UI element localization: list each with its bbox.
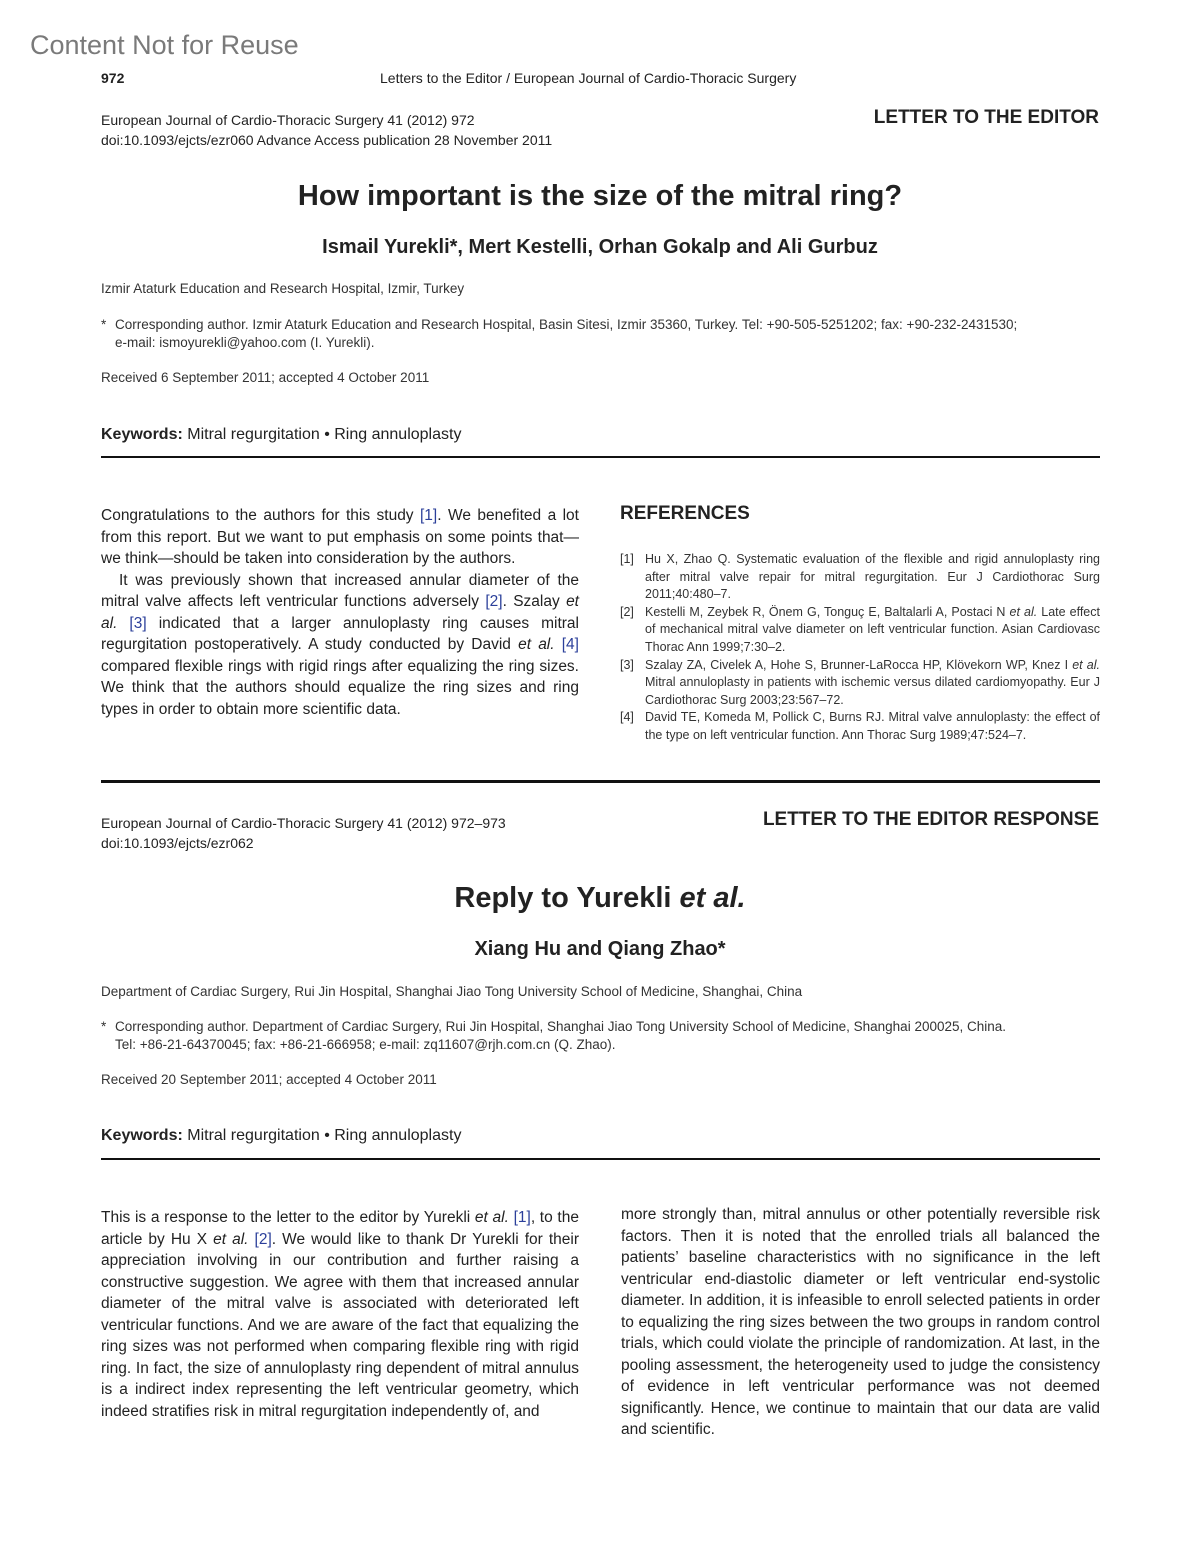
reference-item [620,709,1100,744]
citation-link[interactable]: [2] [485,593,503,610]
reply-body-right [621,1204,1100,1441]
reply-paragraph-right: more strongly than, mitral annulus or other potentially reversible risk factors. Then it is noted that the enrolled trials all balanced the patients’ baseline characteristics with no significance in the left ventricular end-diastolic diameter or left ventricular end-systolic diameter. In addition, it is infeasible to enroll selected patients in order to equalizing the ring sizes between the two groups in random control trials, which could violate the principle of randomization. At last, in the pooling assessment, the heterogeneity used to judge the consistency of evidence in left ventricular performance was not deemed significantly. Hence, we continue to maintain that our data are valid and scientific. [621,1206,1100,1438]
et-al: et al. [1009,604,1038,619]
reply-section-label: LETTER TO THE EDITOR RESPONSE [762,809,1099,830]
text-run: Congratulations to the authors for this study [101,507,420,524]
reference-number: [4] [620,710,634,725]
letter-doi-line: doi:10.1093/ejcts/ezr060 Advance Access publication 28 November 2011 [101,132,553,148]
divider [101,1158,1100,1160]
reference-text: Mitral annuloplasty in patients with ischemic versus dilated cardiomyopathy. Eur J Cardiothorac Surg 2003;23:567–72. [645,675,1100,707]
et-al: et al. [213,1230,249,1248]
citation-link[interactable]: [3] [129,614,147,632]
page-number: 972 [101,70,125,86]
text-run: . We benefited a lot from this report. But we want to put emphasis on some points that—we think—should be taken into consideration by the authors. [101,507,579,567]
reply-corresponding-marker: * [101,1019,107,1034]
et-al: et al. [518,636,555,653]
text-run: . Szalay [502,593,567,610]
title-et-al: et al. [679,882,746,914]
et-al: et al. [101,593,579,632]
references-list [620,551,1100,745]
references-heading: REFERENCES [620,503,750,524]
text-run: This is a response to the letter to the editor by Yurekli [101,1209,475,1226]
text-run [117,615,129,632]
reply-corresponding-line-1: Corresponding author. Department of Cardiac Surgery, Rui Jin Hospital, Shanghai Jiao Tong University School of Medicine, Shanghai 200025, China. [115,1019,1007,1034]
letter-paragraph-2 [101,570,579,721]
reply-body-left [101,1207,579,1422]
reference-item [620,657,1100,710]
text-run: It was previously shown that increased annular diameter of the mitral valve affects left ventricular functions adversely [101,571,579,610]
et-al: et al. [1072,657,1100,672]
letter-corresponding-line-2: e-mail: ismoyurekli@yahoo.com (I. Yurekli). [115,335,375,350]
letter-authors: Ismail Yurekli*, Mert Kestelli, Orhan Gokalp and Ali Gurbuz [322,236,878,258]
reference-text: Hu X, Zhao Q. Systematic evaluation of the flexible and rigid annuloplasty ring after mitral valve repair for mitral regurgitation. Eur J Cardiothorac Surg 2011;40:480–7. [645,552,1100,602]
watermark: Content Not for Reuse [30,30,299,60]
et-al: et al. [474,1209,509,1226]
letter-paragraph-1 [101,505,579,570]
text-run: . We would like to thank Dr Yurekli for their appreciation involving in our contribution and further raising a constructive suggestion. We agree with them that increased annular diameter of the mitral valve is associated with deteriorated left ventricular functions. And we are aware of the fact that equalizing the ring sizes was not performed when comparing flexible ring with rigid ring. In fact, the size of annuloplasty ring dependent of mitral annulus is a indirect index representing the left ventricular geometry, which indeed stratifies risk in mitral regurgitation independently of, and [101,1230,579,1420]
reply-authors: Xiang Hu and Qiang Zhao* [474,938,726,960]
reply-received: Received 20 September 2011; accepted 4 October 2011 [101,1072,437,1087]
citation-link[interactable]: [4] [561,636,579,653]
reply-title [0,882,1200,915]
reference-item [620,604,1100,657]
letter-keywords [101,426,461,444]
letter-section-label: LETTER TO THE EDITOR [873,107,1099,128]
letter-corresponding-marker: * [101,317,107,332]
reference-text: Kestelli M, Zeybek R, Önem G, Tonguç E, Baltalarli A, Postaci N [645,604,1010,619]
reference-number: [2] [620,604,634,619]
letter-received: Received 6 September 2011; accepted 4 October 2011 [101,370,430,385]
reply-corresponding-line-2: Tel: +86-21-64370045; fax: +86-21-666958; e-mail: zq11607@rjh.com.cn (Q. Zhao). [115,1037,616,1052]
reply-doi-line: doi:10.1093/ejcts/ezr062 [101,835,254,851]
reference-number: [3] [620,657,634,672]
title-text: Reply to Yurekli [454,882,680,914]
divider [101,456,1100,458]
section-divider [101,780,1100,783]
text-run: , to the article by Hu X [101,1209,579,1248]
reference-text: David TE, Komeda M, Pollick C, Burns RJ. Mitral valve annuloplasty: the effect of the type on left ventricular function. Ann Thorac Surg 1989;47:524–7. [645,710,1100,742]
running-header: Letters to the Editor / European Journal of Cardio-Thoracic Surgery [380,70,797,86]
keywords-text: Mitral regurgitation • Ring annuloplasty [187,1127,462,1144]
reference-text: Late effect of mechanical mitral valve diameter on left ventricular function. Asian Cardiovasc Thorac Ann 1999;7:30–2. [645,604,1100,654]
reply-keywords [101,1127,461,1145]
keywords-text: Mitral regurgitation • Ring annuloplasty [187,426,462,443]
text-run [555,636,562,653]
keywords-label: Keywords: [101,426,183,443]
reply-paragraph-left [101,1207,579,1422]
keywords-label: Keywords: [101,1127,183,1144]
text-run: compared flexible rings with rigid rings after equalizing the ring sizes. We think that the authors should equalize the ring sizes and ring types in order to obtain more scientific data. [101,657,579,718]
reference-number: [1] [620,552,634,566]
citation-link[interactable]: [1] [513,1209,531,1226]
letter-journal-line: European Journal of Cardio-Thoracic Surgery 41 (2012) 972 [101,112,475,128]
reply-journal-line: European Journal of Cardio-Thoracic Surgery 41 (2012) 972–973 [101,815,506,831]
letter-title: How important is the size of the mitral ring? [297,180,903,212]
citation-link[interactable]: [2] [254,1230,272,1248]
reference-text: Szalay ZA, Civelek A, Hohe S, Brunner-LaRocca HP, Klövekorn WP, Knez I [645,657,1073,672]
letter-body [101,505,579,720]
reply-affiliation: Department of Cardiac Surgery, Rui Jin Hospital, Shanghai Jiao Tong University School of Medicine, Shanghai, China [101,984,803,999]
letter-affiliation: Izmir Ataturk Education and Research Hospital, Izmir, Turkey [101,281,465,296]
citation-link[interactable]: [1] [420,507,438,524]
letter-corresponding-line-1: Corresponding author. Izmir Ataturk Education and Research Hospital, Basin Sitesi, Izmir 35360, Turkey. Tel: +90-505-5251202; fax: +90-232-2431530; [115,317,1018,332]
reference-item [620,551,1100,604]
text-run: indicated that a larger annuloplasty ring causes mitral regurgitation postoperatively. A study conducted by David [101,614,579,653]
